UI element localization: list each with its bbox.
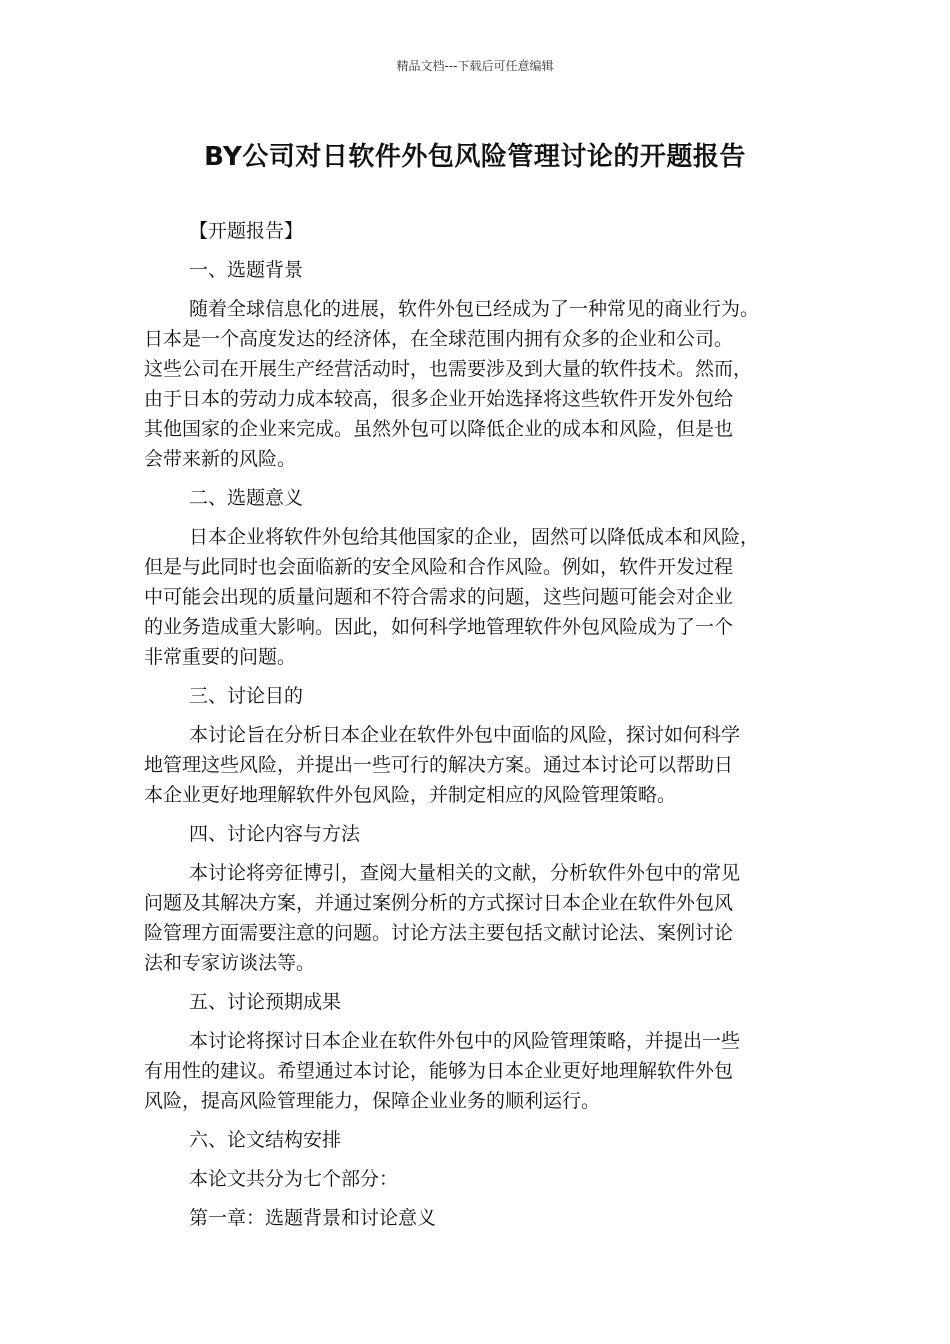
section-significance — [144, 483, 800, 672]
paragraph-line: 本讨论旨在分析日本企业在软件外包中面临的风险，探讨如何科学 — [189, 724, 741, 746]
paragraph-line: 但是与此同时也会面临新的安全风险和合作风险。例如，软件开发过程 — [144, 556, 734, 578]
paragraph-line: 中可能会出现的质量问题和不符合需求的问题，这些问题可能会对企业 — [144, 586, 734, 608]
section-structure — [144, 1125, 800, 1233]
section-purpose — [144, 681, 800, 810]
section-background — [144, 255, 800, 474]
paragraph-line: 险管理方面需要注意的问题。讨论方法主要包括文献讨论法、案例讨论 — [144, 922, 734, 944]
paragraph-line: 问题及其解决方案，并通过案例分析的方式探讨日本企业在软件外包风 — [144, 892, 734, 914]
document-body — [144, 216, 800, 1233]
paragraph-line: 日本企业将软件外包给其他国家的企业，固然可以降低成本和风险， — [189, 526, 760, 548]
document-title: BY公司对日软件外包风险管理讨论的开题报告 — [204, 142, 746, 172]
paragraph-line: 地管理这些风险，并提出一些可行的解决方案。通过本讨论可以帮助日 — [144, 754, 734, 776]
paragraph-line: 本企业更好地理解软件外包风险，并制定相应的风险管理策略。 — [144, 784, 677, 806]
paragraph-line: 法和专家访谈法等。 — [144, 952, 316, 974]
paragraph-line: 日本是一个高度发达的经济体，在全球范围内拥有众多的企业和公司。 — [144, 328, 734, 350]
section-content-method — [144, 819, 800, 978]
section-heading: 一、选题背景 — [189, 259, 304, 281]
section-heading: 二、选题意义 — [189, 487, 304, 509]
section-expected-results — [144, 987, 800, 1116]
paragraph-line: 这些公司在开展生产经营活动时，也需要涉及到大量的软件技术。然而， — [144, 358, 753, 380]
paragraph-line: 本讨论将探讨日本企业在软件外包中的风险管理策略，并提出一些 — [189, 1030, 741, 1052]
paragraph-line: 的业务造成重大影响。因此，如何科学地管理软件外包风险成为了一个 — [144, 616, 734, 638]
section-heading: 四、讨论内容与方法 — [189, 823, 361, 845]
section-heading: 六、论文结构安排 — [189, 1129, 342, 1151]
paragraph-line: 风险，提高风险管理能力，保障企业业务的顺利运行。 — [144, 1090, 601, 1112]
section-heading: 五、讨论预期成果 — [189, 991, 342, 1013]
paragraph-line: 有用性的建议。希望通过本讨论，能够为日本企业更好地理解软件外包 — [144, 1060, 734, 1082]
paragraph-line: 非常重要的问题。 — [144, 646, 297, 668]
paragraph-line: 会带来新的风险。 — [144, 448, 297, 470]
paragraph-line: 随着全球信息化的进展，软件外包已经成为了一种常见的商业行为。 — [189, 298, 760, 320]
report-label: 【开题报告】 — [189, 220, 304, 242]
paragraph-line: 第一章：选题背景和讨论意义 — [189, 1207, 437, 1229]
paragraph-line: 本论文共分为七个部分： — [189, 1168, 399, 1190]
section-heading: 三、讨论目的 — [189, 685, 304, 707]
paragraph-line: 本讨论将旁征博引，查阅大量相关的文献，分析软件外包中的常见 — [189, 862, 741, 884]
paragraph-line: 由于日本的劳动力成本较高，很多企业开始选择将这些软件开发外包给 — [144, 388, 734, 410]
paragraph-line: 其他国家的企业来完成。虽然外包可以降低企业的成本和风险，但是也 — [144, 418, 734, 440]
page-header: 精品文档---下载后可任意编辑 — [396, 59, 554, 73]
